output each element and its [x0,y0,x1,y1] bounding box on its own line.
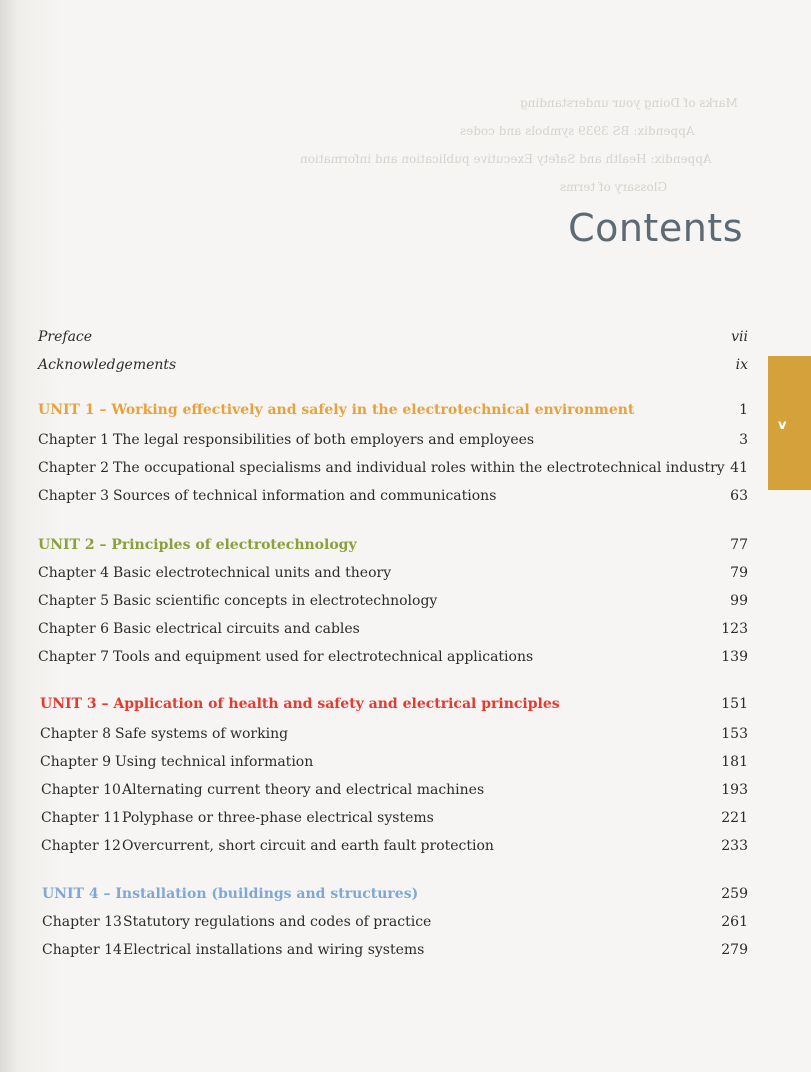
unit-title: UNIT 2 – Principles of electrotechnology [38,537,357,553]
chapter-title: Tools and equipment used for electrotechnical applications [113,649,534,665]
chapter-label: Chapter 3 [38,488,109,504]
chapter-label: Chapter 13 [42,914,122,930]
chapter-label: Chapter 14 [42,942,122,958]
chapter-title: Safe systems of working [115,726,289,742]
chapter-label: Chapter 2 [38,460,109,476]
page-number: 233 [721,838,748,854]
show-through-text: Glossary of terms [560,180,668,194]
unit-title: UNIT 1 – Working effectively and safely in the electrotechnical environment [38,402,635,418]
page-number: 79 [730,565,748,581]
page-number: 259 [721,886,748,902]
page-number: 153 [721,726,748,742]
section-tab-label: v [778,418,787,433]
toc-chapter-13[interactable] [42,912,748,932]
chapter-title: Using technical information [115,754,314,770]
chapter-label: Chapter 1 [38,432,109,448]
chapter-label: Chapter 5 [38,593,109,609]
toc-chapter-9[interactable] [40,752,748,772]
page-number: 151 [721,696,748,712]
unit-title: UNIT 3 – Application of health and safety and electrical principles [40,696,560,712]
chapter-title: Polyphase or three-phase electrical systems [122,810,434,826]
chapter-label: Chapter 4 [38,565,109,581]
toc-chapter-1[interactable] [38,430,748,450]
entry-title: Acknowledgements [38,357,177,373]
toc-chapter-6[interactable] [38,619,748,639]
chapter-label: Chapter 6 [38,621,109,637]
page-title: Contents [568,206,743,250]
toc-entry-acknowledgements[interactable] [38,355,748,375]
page-number: 41 [730,460,748,476]
toc-chapter-2[interactable] [38,458,748,478]
chapter-title: Alternating current theory and electrical machines [122,782,485,798]
chapter-title: Overcurrent, short circuit and earth fault protection [122,838,494,854]
page-number: 77 [730,537,748,553]
toc-chapter-10[interactable] [41,780,748,800]
toc-chapter-7[interactable] [38,647,748,667]
show-through-text: Appendix: BS 3939 symbols and codes [460,124,695,138]
entry-title: Preface [38,329,93,345]
chapter-title: Sources of technical information and communications [113,488,497,504]
section-tab [768,356,811,490]
chapter-title: Basic scientific concepts in electrotechnology [113,593,438,609]
chapter-title: The occupational specialisms and individual roles within the electrotechnical industry [113,460,725,476]
show-through-text: Appendix: Health and Safety Executive publication and information [300,152,712,166]
unit-title: UNIT 4 – Installation (buildings and structures) [42,886,419,902]
chapter-label: Chapter 10 [41,782,121,798]
page-number: 221 [721,810,748,826]
page-number: 123 [721,621,748,637]
toc-unit-4[interactable] [42,884,748,904]
page-number: 261 [721,914,748,930]
toc-chapter-4[interactable] [38,563,748,583]
chapter-label: Chapter 11 [41,810,121,826]
toc-chapter-5[interactable] [38,591,748,611]
toc-unit-1[interactable] [38,400,748,420]
page-number: 193 [721,782,748,798]
chapter-title: The legal responsibilities of both employers and employees [113,432,535,448]
page-number: vii [731,329,748,345]
toc-entry-preface[interactable] [38,327,748,347]
toc-chapter-8[interactable] [40,724,748,744]
toc-chapter-3[interactable] [38,486,748,506]
toc-chapter-11[interactable] [41,808,748,828]
toc-chapter-14[interactable] [42,940,748,960]
page-number: 3 [739,432,748,448]
chapter-label: Chapter 7 [38,649,109,665]
toc-unit-2[interactable] [38,535,748,555]
chapter-title: Basic electrotechnical units and theory [113,565,392,581]
chapter-label: Chapter 8 [40,726,111,742]
page-number: 181 [721,754,748,770]
page-number: ix [735,357,748,373]
chapter-title: Basic electrical circuits and cables [113,621,360,637]
toc-chapter-12[interactable] [41,836,748,856]
show-through-text: Marks of Doing your understanding [520,96,738,110]
page-number: 1 [739,402,748,418]
chapter-label: Chapter 12 [41,838,121,854]
toc-unit-3[interactable] [40,694,748,714]
chapter-title: Electrical installations and wiring systems [123,942,425,958]
chapter-label: Chapter 9 [40,754,111,770]
chapter-title: Statutory regulations and codes of practice [123,914,432,930]
page-number: 279 [721,942,748,958]
page-number: 139 [721,649,748,665]
page-number: 99 [730,593,748,609]
page-number: 63 [730,488,748,504]
